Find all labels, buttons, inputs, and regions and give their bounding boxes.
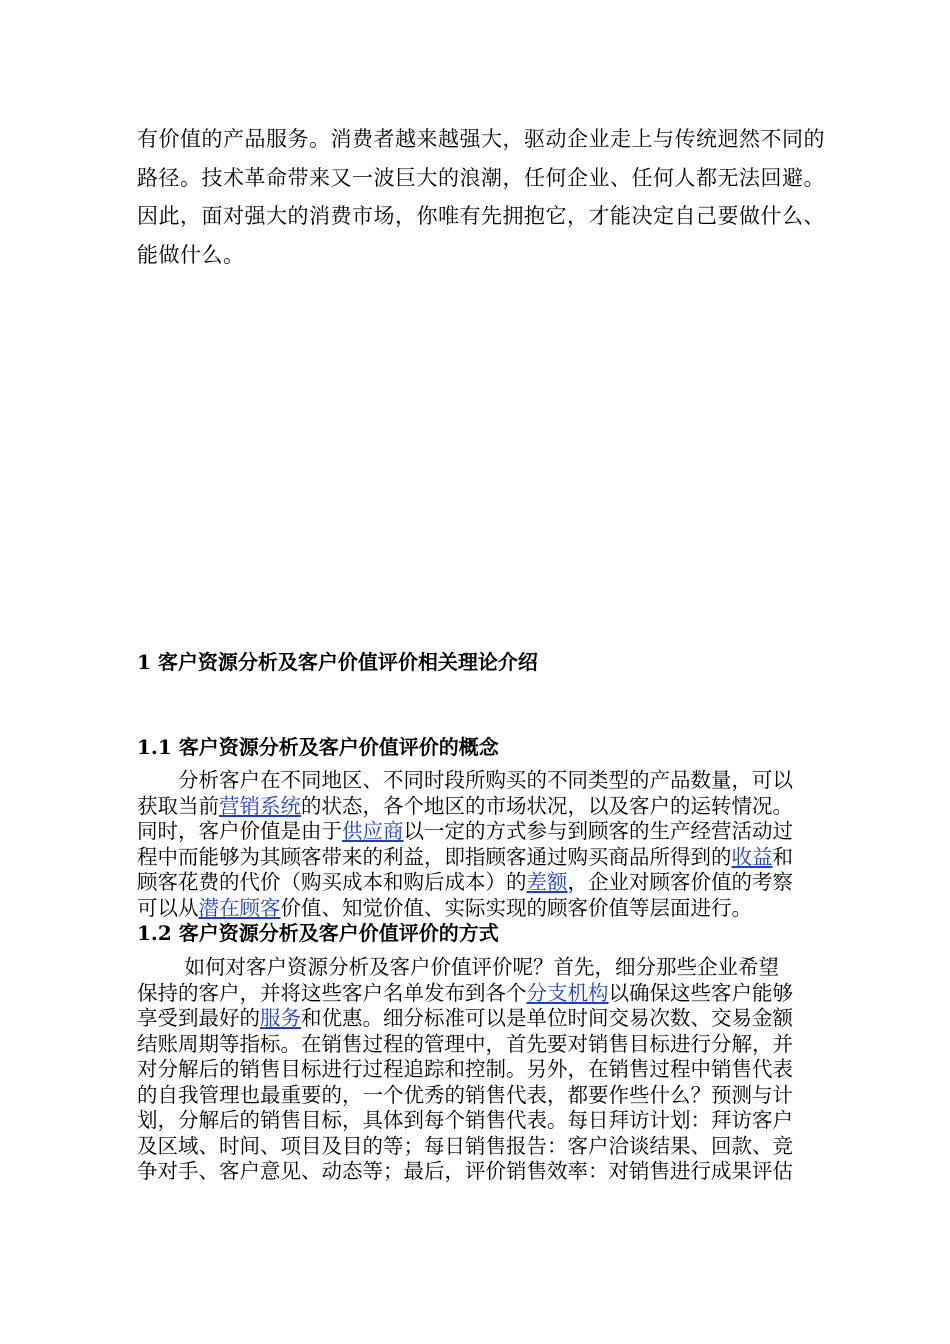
link-supplier[interactable]: 供应商	[342, 819, 404, 843]
link-potential-customer[interactable]: 潜在顾客	[198, 895, 281, 920]
link-branch-office[interactable]: 分支机构	[526, 980, 609, 1005]
link-revenue[interactable]: 收益	[731, 844, 773, 869]
text-line: 对分解后的销售目标进行过程追踪和控制。另外，在销售过程中销售代表	[137, 1057, 793, 1081]
intro-paragraph	[137, 120, 859, 274]
text-segment: 和优惠。细分标准可以是单位时间交易次数、交易金额	[301, 1006, 793, 1030]
text-segment: 的状态，各个地区的市场状况，以及客户的运转情况。	[301, 793, 793, 818]
text-segment: 可以从	[137, 895, 199, 920]
text-line	[137, 870, 859, 896]
text-line: 分析客户在不同地区、不同时段所购买的不同类型的产品数量，可以	[137, 768, 793, 792]
link-service[interactable]: 服务	[260, 1006, 301, 1030]
text-line	[137, 819, 859, 845]
text-line: 如何对客户资源分析及客户价值评价呢？首先，细分那些企业希望	[137, 955, 780, 979]
link-marketing-system[interactable]: 营销系统	[219, 793, 301, 818]
text-segment: 和	[772, 844, 793, 869]
section-heading-1-1: 1.1 客户资源分析及客户价值评价的概念	[137, 735, 499, 759]
text-line: 及区域、时间、项目及目的等；每日销售报告：客户洽谈结果、回款、竞	[137, 1133, 793, 1158]
text-segment: 价值、知觉价值、实际实现的顾客价值等层面进行。	[280, 895, 752, 920]
intro-line: 路径。技术革命带来又一波巨大的浪潮，任何企业、任何人都无法回避。	[137, 165, 825, 190]
text-segment: 同时，客户价值是由于	[137, 819, 342, 843]
intro-line: 能做什么。	[137, 242, 245, 267]
text-line	[137, 981, 859, 1007]
section-1-2-paragraph	[137, 955, 859, 1185]
text-segment: 以一定的方式参与到顾客的生产经营活动过	[403, 819, 793, 843]
text-segment: ，企业对顾客价值的考察	[567, 870, 793, 894]
text-segment: 顾客花费的代价（购买成本和购后成本）的	[137, 870, 527, 894]
text-segment: 获取当前	[137, 793, 219, 818]
text-line: 结账周期等指标。在销售过程的管理中，首先要对销售目标进行分解，并	[137, 1031, 793, 1056]
text-line: 的自我管理也最重要的，一个优秀的销售代表，都要作些什么？预测与计	[137, 1082, 793, 1107]
text-line	[137, 1006, 859, 1032]
text-line	[137, 896, 859, 922]
text-line: 划，分解后的销售目标，具体到每个销售代表。每日拜访计划：拜访客户	[137, 1108, 793, 1132]
section-heading-1-2: 1.2 客户资源分析及客户价值评价的方式	[137, 921, 499, 945]
text-line	[137, 794, 859, 820]
intro-line: 因此，面对强大的消费市场，你唯有先拥抱它，才能决定自己要做什么、	[137, 204, 825, 228]
text-segment: 以确保这些客户能够	[608, 980, 793, 1005]
chapter-heading: 1 客户资源分析及客户价值评价相关理论介绍	[137, 650, 538, 674]
text-line: 争对手、客户意见、动态等；最后，评价销售效率：对销售进行成果评估	[137, 1159, 793, 1183]
text-line	[137, 845, 859, 871]
text-segment: 享受到最好的	[137, 1006, 260, 1030]
link-difference[interactable]: 差额	[526, 870, 568, 894]
text-segment: 保持的客户，并将这些客户名单发布到各个	[137, 980, 527, 1005]
section-1-1-paragraph	[137, 768, 859, 921]
intro-line: 有价值的产品服务。消费者越来越强大，驱动企业走上与传统迥然不同的	[137, 127, 825, 151]
text-segment: 程中而能够为其顾客带来的利益，即指顾客通过购买商品所得到的	[137, 844, 732, 869]
